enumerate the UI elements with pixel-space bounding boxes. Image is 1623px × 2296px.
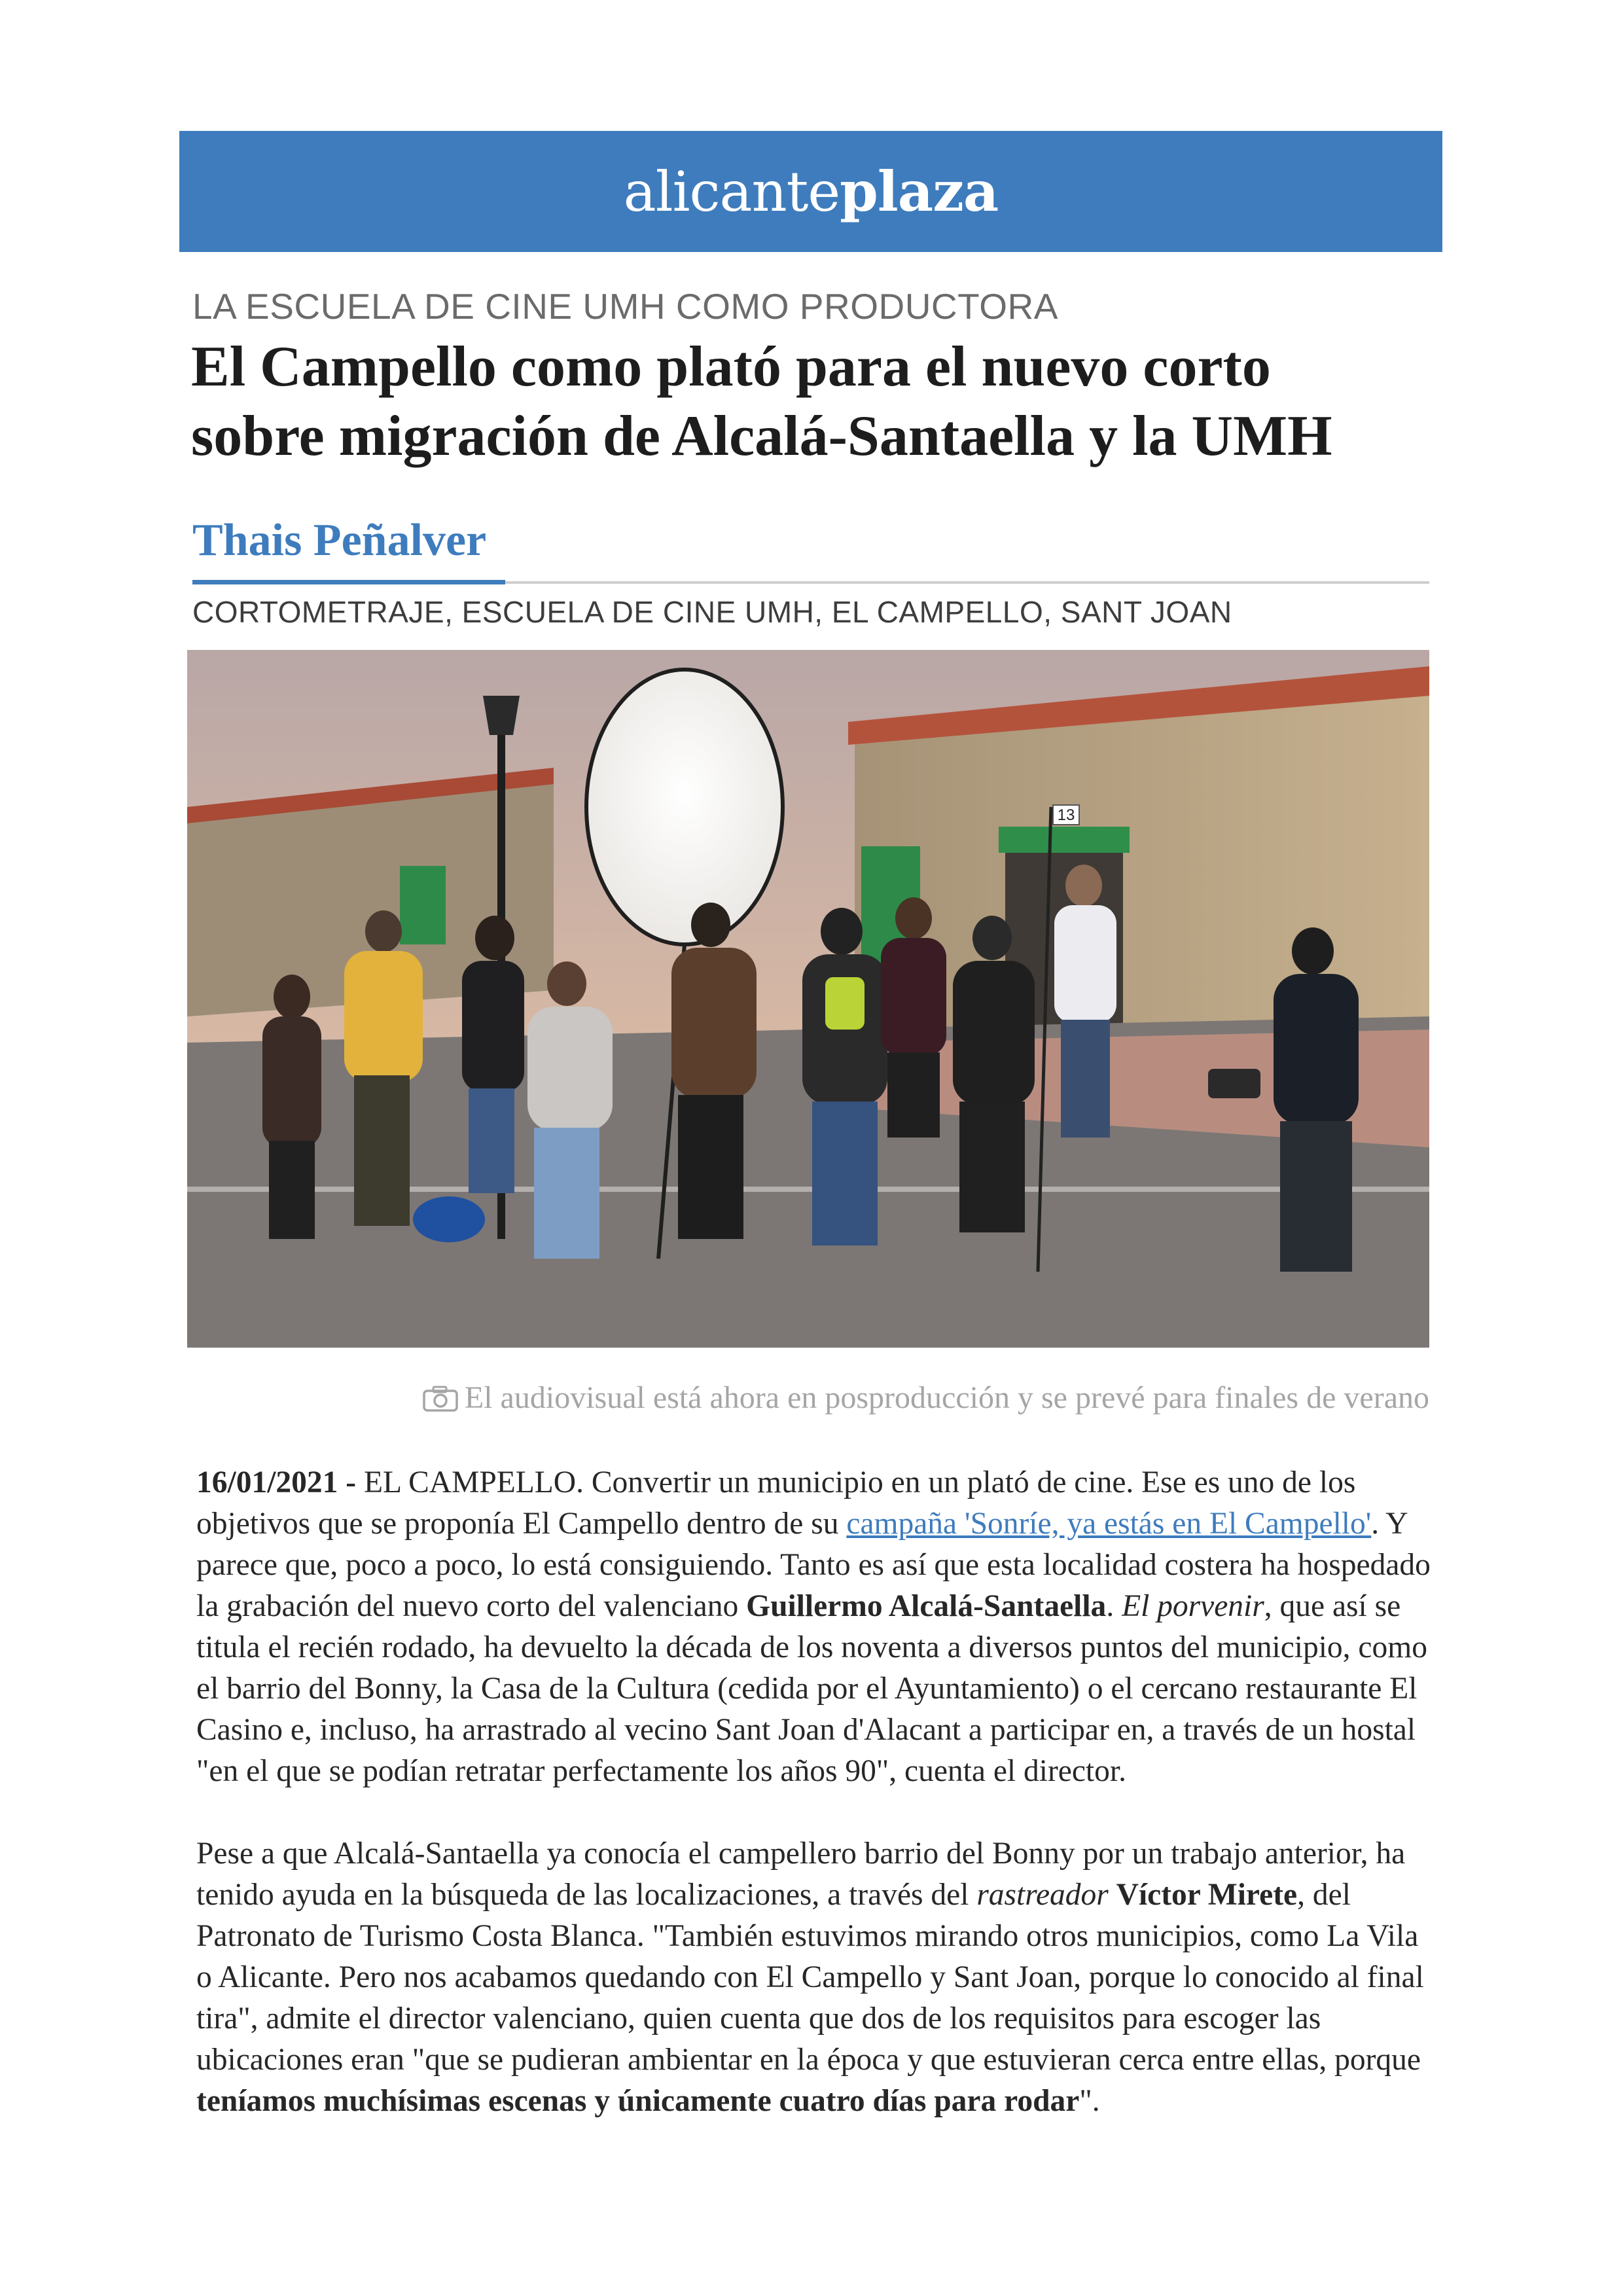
paragraph-2 <box>196 1833 1433 2122</box>
author-name[interactable]: Thais Peñalver <box>192 515 487 565</box>
p2-italic: rastreador <box>976 1878 1109 1912</box>
masthead-banner <box>179 131 1442 252</box>
p2-bold-name: Víctor Mirete <box>1116 1878 1298 1912</box>
p1-bold-director: Guillermo Alcalá-Santaella <box>746 1589 1107 1623</box>
photo-house-number: 13 <box>1057 806 1075 824</box>
photo-green-awning <box>999 827 1130 853</box>
p1-text-1: EL CAMPELLO. Convertir un municipio en un plató de cine. Ese es uno de los objetivos que se proponía El Campello dentro de su <box>196 1465 1356 1541</box>
p2-text-2 <box>1109 1878 1116 1912</box>
photo-green-shutter-left <box>400 866 446 944</box>
paragraph-1 <box>196 1462 1433 1792</box>
p1-text-2: . Y parece que, poco a poco, lo está consiguiendo. Tanto es así que esta localidad costera ha hospedado la grabación del nuevo corto del valenciano <box>196 1507 1431 1623</box>
p2-text-3: , del Patronato de Turismo Costa Blanca. "También estuvimos mirando otros municipios, como La Vila o Alicante. Pero nos acabamos quedando con El Campello y Sant Joan, porque lo conocido al final tira", admite el director valenciano, quien cuenta que dos de los requisitos para escoger las ubicaciones eran "que se pudieran ambientar en la época y que estuvieran cerca entre ellas, porque <box>196 1878 1424 2077</box>
p1-italic-title: El porvenir <box>1122 1589 1264 1623</box>
headline-line-1: El Campello como plató para el nuevo corto <box>191 335 1271 399</box>
p1-text-3: . <box>1106 1589 1122 1623</box>
article-kicker: LA ESCUELA DE CINE UMH COMO PRODUCTORA <box>192 286 1058 327</box>
author-underline <box>192 580 505 584</box>
site-logo[interactable] <box>624 159 999 224</box>
camera-icon <box>423 1384 458 1420</box>
date-separator: - <box>338 1465 364 1499</box>
p2-text-1: Pese a que Alcalá-Santaella ya conocía el campellero barrio del Bonny por un trabajo anterior, ha tenido ayuda en la búsqueda de las localizaciones, a través del <box>196 1837 1406 1912</box>
p2-bold-quote: teníamos muchísimas escenas y únicamente cuatro días para rodar <box>196 2084 1080 2118</box>
p2-text-4: ". <box>1079 2084 1100 2118</box>
photo-caption <box>187 1380 1429 1420</box>
article-tags[interactable]: CORTOMETRAJE, ESCUELA DE CINE UMH, EL CAMPELLO, SANT JOAN <box>192 595 1232 629</box>
article-headline <box>191 332 1441 471</box>
headline-line-2: sobre migración de Alcalá-Santaella y la UMH <box>191 404 1332 468</box>
article-date: 16/01/2021 <box>196 1465 338 1499</box>
article-body <box>196 1462 1433 2163</box>
p1-text-4: , que así se titula el recién rodado, ha devuelto la década de los noventa a diversos puntos del municipio, como el barrio del Bonny, la Casa de la Cultura (cedida por el Ayuntamiento) o el cercano restaurante El Casino e, incluso, ha arrastrado al vecino Sant Joan d'Alacant a participar en, a través de un hostal "en el que se podían retratar perfectamente los años 90", cuenta el director. <box>196 1589 1427 1788</box>
photo-light-reflector <box>586 670 783 944</box>
article-photo <box>187 650 1429 1348</box>
photo-cable-reel <box>413 1196 485 1242</box>
campaign-link[interactable]: campaña 'Sonríe, ya estás en El Campello' <box>846 1507 1372 1541</box>
logo-light-text: alicante <box>623 160 840 224</box>
logo-bold-text: plaza <box>840 159 999 224</box>
photo-caption-text: El audiovisual está ahora en posproducción y se prevé para finales de verano <box>464 1380 1429 1415</box>
